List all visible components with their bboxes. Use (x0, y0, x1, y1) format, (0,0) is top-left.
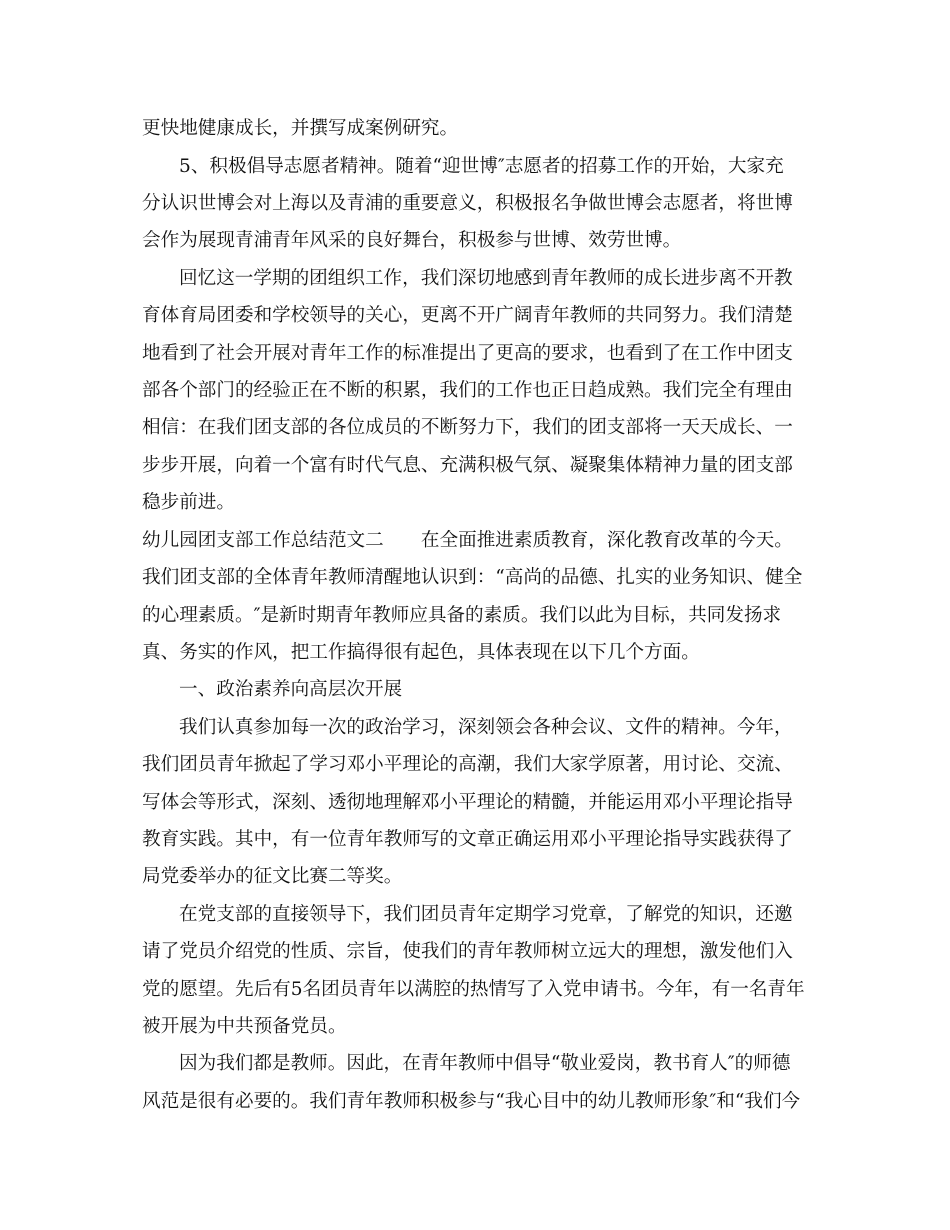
text-line: 更快地健康成长，并撰写成案例研究。 (142, 118, 459, 139)
text-line: 我们团支部的全体青年教师清醒地认识到：“高尚的品德、扎实的业务知识、健全 (142, 567, 803, 588)
text-line: 幼儿园团支部工作总结范文二 在全面推进素质教育，深化教育改革的今天。 (142, 530, 793, 551)
text-line: 我们团员青年掀起了学习邓小平理论的高潮，我们大家学原著，用讨论、交流、 (142, 754, 793, 775)
text-line: 真、务实的作风，把工作搞得很有起色，具体表现在以下几个方面。 (142, 642, 700, 663)
text-line: 党的愿望。先后有5名团员青年以满腔的热情写了入党申请书。今年，有一名青年 (142, 979, 805, 1000)
text-line: 的心理素质。″是新时期青年教师应具备的素质。我们以此为目标，共同发扬求 (142, 605, 782, 626)
text-line: 我们认真参加每一次的政治学习，深刻领会各种会议、文件的精神。今年， (179, 717, 793, 738)
text-line: 会作为展现青浦青年风采的良好舞台，积极参与世博、效劳世博。 (142, 230, 682, 251)
text-line: 在党支部的直接领导下，我们团员青年定期学习党章，了解党的知识，还邀 (179, 904, 793, 925)
text-line: 地看到了社会开展对青年工作的标准提出了更高的要求，也看到了在工作中团支 (142, 343, 793, 364)
text-line: 被开展为中共预备党员。 (142, 1016, 347, 1037)
text-line: 育体育局团委和学校领导的关心，更离不开广阔青年教师的共同努力。我们清楚 (142, 305, 793, 326)
text-line: 写体会等形式，深刻、透彻地理解邓小平理论的精髓，并能运用邓小平理论指导 (142, 792, 793, 813)
text-line: 局党委举办的征文比赛二等奖。 (142, 866, 403, 887)
text-line: 回忆这一学期的团组织工作，我们深切地感到青年教师的成长进步离不开教 (179, 268, 793, 289)
text-line: 因为我们都是教师。因此，在青年教师中倡导“敬业爱岗，教书育人″的师德 (179, 1053, 791, 1074)
section-heading: 一、政治素养向高层次开展 (179, 679, 403, 700)
text-line: 教育实践。其中，有一位青年教师写的文章正确运用邓小平理论指导实践获得了 (142, 829, 793, 850)
text-line: 分认识世博会对上海以及青浦的重要意义，积极报名争做世博会志愿者，将世博 (142, 193, 793, 214)
text-line: 风范是很有必要的。我们青年教师积极参与“我心目中的幼儿教师形象″和“我们今 (142, 1091, 801, 1112)
text-line: 步步开展，向着一个富有时代气息、充满积极气氛、凝聚集体精神力量的团支部 (142, 455, 793, 476)
text-line: 稳步前进。 (142, 492, 235, 513)
text-line: 部各个部门的经验正在不断的积累，我们的工作也正日趋成熟。我们完全有理由 (142, 380, 793, 401)
text-line: 请了党员介绍党的性质、宗旨，使我们的青年教师树立远大的理想，激发他们入 (142, 941, 793, 962)
text-line: 相信：在我们团支部的各位成员的不断努力下，我们的团支部将一天天成长、一 (142, 417, 793, 438)
text-line: 5、积极倡导志愿者精神。随着“迎世博″志愿者的招募工作的开始，大家充 (179, 156, 784, 177)
